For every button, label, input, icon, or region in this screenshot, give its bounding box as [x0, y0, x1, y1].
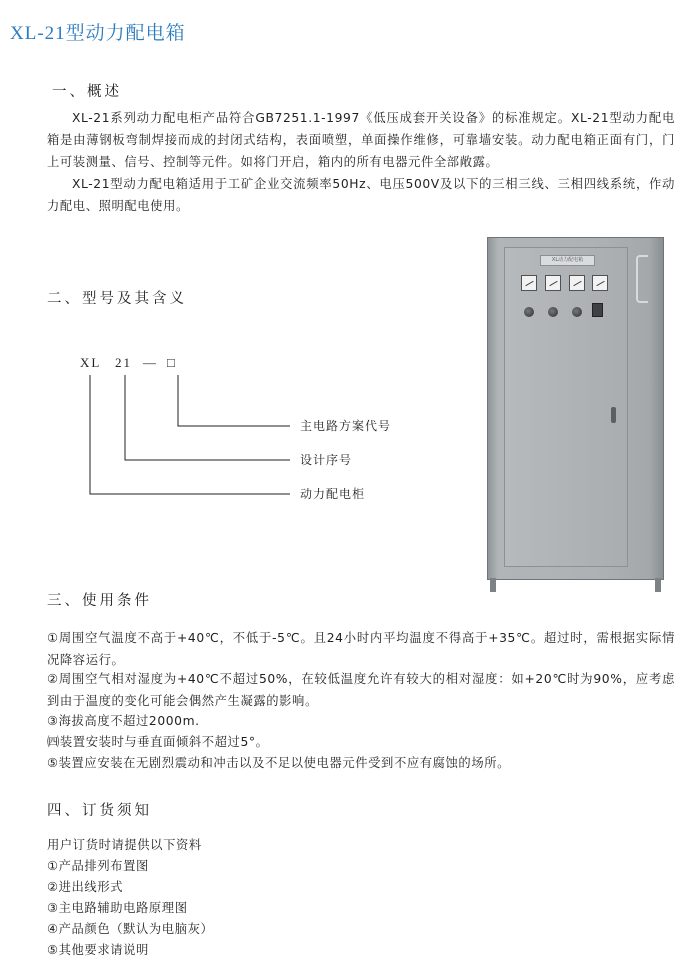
- code-xl: XL: [80, 355, 102, 370]
- ordering-item-2: ②进出线形式: [47, 880, 124, 894]
- meter-icon: [569, 275, 585, 291]
- indicator-lamp-icon: [524, 307, 534, 317]
- meter-icon: [592, 275, 608, 291]
- code-box: □: [167, 355, 177, 370]
- cabinet-foot: [490, 578, 496, 592]
- ordering-item-1: ①产品排列布置图: [47, 859, 149, 873]
- condition-item-5: ⑤装置应安装在无剧烈震动和冲击以及不足以使电器元件受到不应有腐蚀的场所。: [47, 756, 511, 770]
- condition-item-3: ③海拔高度不超过2000m.: [47, 714, 200, 728]
- section-heading-model: 二、型号及其含义: [47, 291, 187, 307]
- condition-item-1: ①周围空气温度不高于+40℃，不低于-5℃。且24小时内平均温度不得高于+35℃。超过时，需根据实际情况降容运行。: [47, 631, 675, 667]
- ordering-item-5: ⑤其他要求请说明: [47, 943, 149, 957]
- meter-icon: [521, 275, 537, 291]
- section-heading-conditions: 三、使用条件: [47, 593, 152, 609]
- section-heading-overview: 一、概述: [52, 84, 122, 100]
- meter-icon: [545, 275, 561, 291]
- ordering-intro: 用户订货时请提供以下资料: [47, 838, 202, 852]
- door-handle-icon: [611, 407, 616, 423]
- cabinet-nameplate: XL动力配电箱: [540, 255, 595, 266]
- label-main-circuit-code: 主电路方案代号: [300, 419, 392, 433]
- overview-paragraph-2: XL-21型动力配电箱适用于工矿企业交流频率50Hz、电压500V及以下的三相三线、三相四线系统，作动力配电、照明配电使用。: [47, 177, 675, 213]
- condition-item-4: ㈣装置安装时与垂直面倾斜不超过5°。: [47, 735, 269, 749]
- label-power-cabinet: 动力配电柜: [300, 487, 366, 501]
- code-dash: —: [143, 355, 156, 370]
- model-code-diagram: [80, 355, 392, 515]
- label-design-number: 设计序号: [300, 453, 353, 467]
- code-21: 21: [115, 355, 132, 370]
- cabinet-side-handle: [636, 255, 648, 303]
- indicator-lamp-icon: [548, 307, 558, 317]
- cabinet-door: [504, 247, 628, 567]
- switch-icon: [592, 303, 603, 317]
- indicator-lamp-icon: [572, 307, 582, 317]
- page-title: XL-21型动力配电箱: [10, 23, 186, 44]
- section-heading-ordering: 四、订货须知: [47, 803, 152, 819]
- overview-paragraph-1: XL-21系列动力配电柜产品符合GB7251.1-1997《低压成套开关设备》的标准规定。XL-21型动力配电箱是由薄钢板弯制焊接而成的封闭式结构，表面喷塑，单面操作维修，可靠墙安装。动力配电箱正面有门，门上可装测量、信号、控制等元件。如将门开启，箱内的所有电器元件全部敞露。: [47, 111, 675, 169]
- ordering-item-4: ④产品颜色（默认为电脑灰）: [47, 922, 214, 936]
- condition-item-2: ②周围空气相对湿度为+40℃不超过50%，在较低温度允许有较大的相对湿度：如+20℃时为90%，应考虑到由于温度的变化可能会偶然产生凝露的影响。: [47, 672, 675, 708]
- ordering-item-3: ③主电路辅助电路原理图: [47, 901, 188, 915]
- cabinet-foot: [655, 578, 661, 592]
